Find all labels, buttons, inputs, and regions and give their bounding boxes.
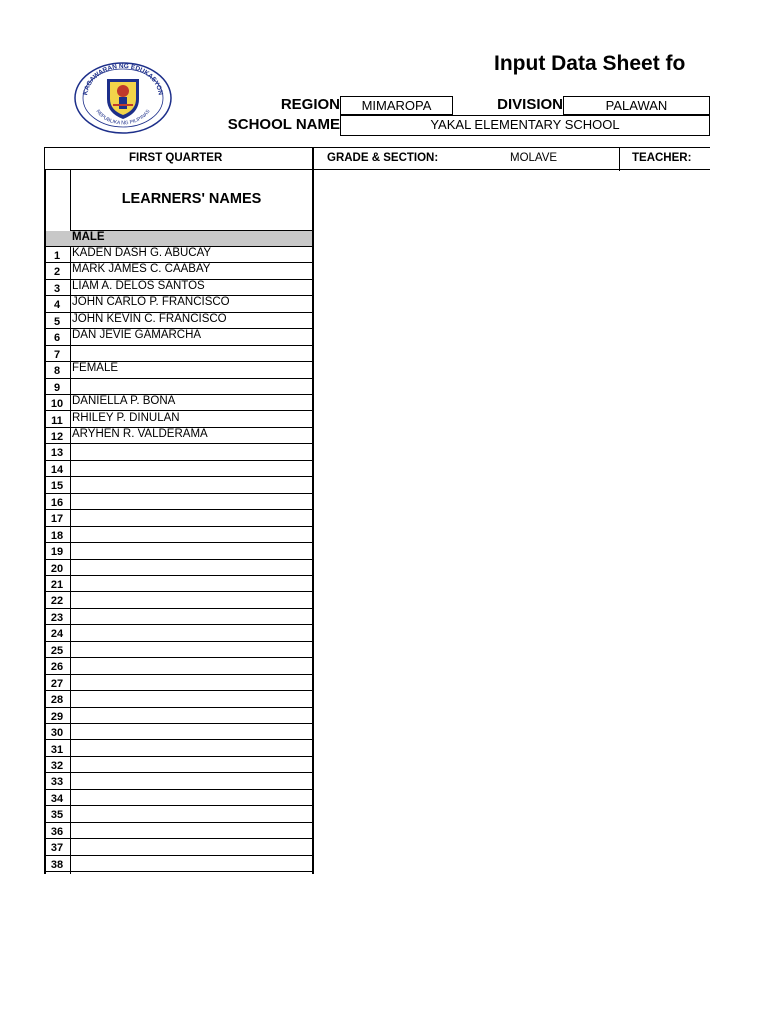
learner-row[interactable] <box>44 560 314 576</box>
row-number: 18 <box>50 529 64 542</box>
learner-row[interactable] <box>44 296 314 312</box>
row-number: 11 <box>51 414 63 427</box>
row-number: 25 <box>50 644 64 657</box>
teacher-label: TEACHER: <box>632 152 692 164</box>
learner-row[interactable] <box>44 477 314 493</box>
page-title: Input Data Sheet fo <box>494 52 686 75</box>
learner-row[interactable] <box>44 329 314 345</box>
learner-name[interactable]: JOHN KEVIN C. FRANCISCO <box>72 312 227 325</box>
row-number: 23 <box>50 611 64 624</box>
learner-row[interactable] <box>44 346 314 362</box>
row-number: 2 <box>53 266 61 279</box>
row-number: 27 <box>50 677 64 690</box>
learner-row[interactable] <box>44 280 314 296</box>
region-value[interactable]: MIMAROPA <box>340 96 453 115</box>
row-number: 37 <box>50 842 64 855</box>
names-header-cell <box>71 169 312 231</box>
row-number: 7 <box>53 348 61 361</box>
row-number: 35 <box>50 809 64 822</box>
learner-row[interactable] <box>44 461 314 477</box>
learner-row[interactable] <box>44 658 314 674</box>
learner-name[interactable]: DAN JEVIE GAMARCHA <box>72 329 202 342</box>
school-name-label: SCHOOL NAME <box>227 116 340 133</box>
division-value[interactable]: PALAWAN <box>563 96 710 115</box>
learner-row[interactable] <box>44 379 314 395</box>
row-number: 21 <box>50 579 64 591</box>
learner-row[interactable] <box>44 576 314 592</box>
row-number: 24 <box>50 628 64 641</box>
learner-row[interactable] <box>44 642 314 658</box>
row-number: 4 <box>53 299 61 312</box>
learner-row[interactable] <box>44 527 314 543</box>
row-number: 22 <box>50 595 64 608</box>
learner-row[interactable] <box>44 263 314 279</box>
row-number: 33 <box>50 776 64 789</box>
row-number: 15 <box>50 480 64 493</box>
row-number: 19 <box>50 546 64 559</box>
row-number: 5 <box>53 315 61 328</box>
learner-name[interactable]: KADEN DASH G. ABUCAY <box>72 247 212 259</box>
learner-row[interactable] <box>44 757 314 773</box>
row-number: 3 <box>53 282 61 295</box>
male-section-row <box>46 231 312 247</box>
row-number: 14 <box>50 463 64 476</box>
learners-names-header: LEARNERS' NAMES <box>121 191 262 207</box>
deped-seal-logo <box>73 61 173 135</box>
learner-row[interactable] <box>44 428 314 444</box>
row-number: 12 <box>50 430 64 443</box>
learner-name[interactable]: MARK JAMES C. CAABAY <box>72 263 211 276</box>
learner-row[interactable] <box>44 675 314 691</box>
learner-name[interactable]: ARYHEN R. VALDERAMA <box>72 427 208 440</box>
quarter-label: FIRST QUARTER <box>129 152 223 164</box>
learner-row[interactable] <box>44 543 314 559</box>
row-number: 31 <box>50 743 64 756</box>
learner-row[interactable] <box>44 773 314 789</box>
row-number: 13 <box>50 447 64 460</box>
male-label: MALE <box>72 231 105 243</box>
learner-row[interactable] <box>44 592 314 608</box>
learner-row[interactable] <box>44 823 314 839</box>
row-number: 34 <box>50 792 64 805</box>
row-number: 8 <box>53 365 61 378</box>
learner-name[interactable]: RHILEY P. DINULAN <box>72 411 180 424</box>
learner-row[interactable] <box>44 724 314 740</box>
learner-row[interactable] <box>44 313 314 329</box>
svg-text:REPUBLIKA NG PILIPINAS: REPUBLIKA NG PILIPINAS <box>94 108 152 127</box>
row-number: 30 <box>50 727 64 740</box>
row-number: 1 <box>53 250 61 262</box>
region-label: REGION <box>280 96 340 113</box>
learner-row[interactable] <box>44 806 314 822</box>
row-number: 36 <box>50 825 64 838</box>
learner-row[interactable] <box>44 510 314 526</box>
row-number: 17 <box>50 513 64 526</box>
learner-row[interactable] <box>44 691 314 707</box>
grade-section-label: GRADE & SECTION: <box>327 152 439 164</box>
row-number: 38 <box>50 858 64 871</box>
svg-text:KAGAWARAN NG EDUKASYON: KAGAWARAN NG EDUKASYON <box>82 62 164 96</box>
row-number: 9 <box>53 381 61 394</box>
learner-name[interactable]: FEMALE <box>72 362 119 375</box>
learner-row[interactable] <box>44 856 314 872</box>
row-number: 10 <box>50 398 64 411</box>
learner-row[interactable] <box>44 708 314 724</box>
row-number: 28 <box>50 694 64 707</box>
row-number: 32 <box>50 759 64 772</box>
learner-row[interactable] <box>44 625 314 641</box>
row-number: 6 <box>53 332 61 345</box>
grade-section-value[interactable]: MOLAVE <box>510 152 558 164</box>
learner-row[interactable] <box>44 609 314 625</box>
quarter-bar <box>44 147 710 170</box>
division-label: DIVISION <box>497 96 563 113</box>
learner-row[interactable] <box>44 444 314 460</box>
row-number: 16 <box>50 496 64 509</box>
row-number: 26 <box>50 661 64 674</box>
learner-row[interactable] <box>44 362 314 378</box>
learner-name[interactable]: LIAM A. DELOS SANTOS <box>72 279 205 292</box>
learner-row[interactable] <box>44 839 314 855</box>
learner-row[interactable] <box>44 741 314 757</box>
learner-row[interactable] <box>44 790 314 806</box>
learner-name[interactable]: DANIELLA P. BONA <box>72 395 176 408</box>
learner-row[interactable] <box>44 412 314 428</box>
row-number: 20 <box>50 562 64 575</box>
row-number: 29 <box>50 710 64 723</box>
learner-row[interactable] <box>44 395 314 411</box>
learner-row[interactable] <box>44 247 314 263</box>
school-name-value[interactable]: YAKAL ELEMENTARY SCHOOL <box>340 115 710 136</box>
learner-name[interactable]: JOHN CARLO P. FRANCISCO <box>72 296 230 309</box>
learner-row[interactable] <box>44 494 314 510</box>
